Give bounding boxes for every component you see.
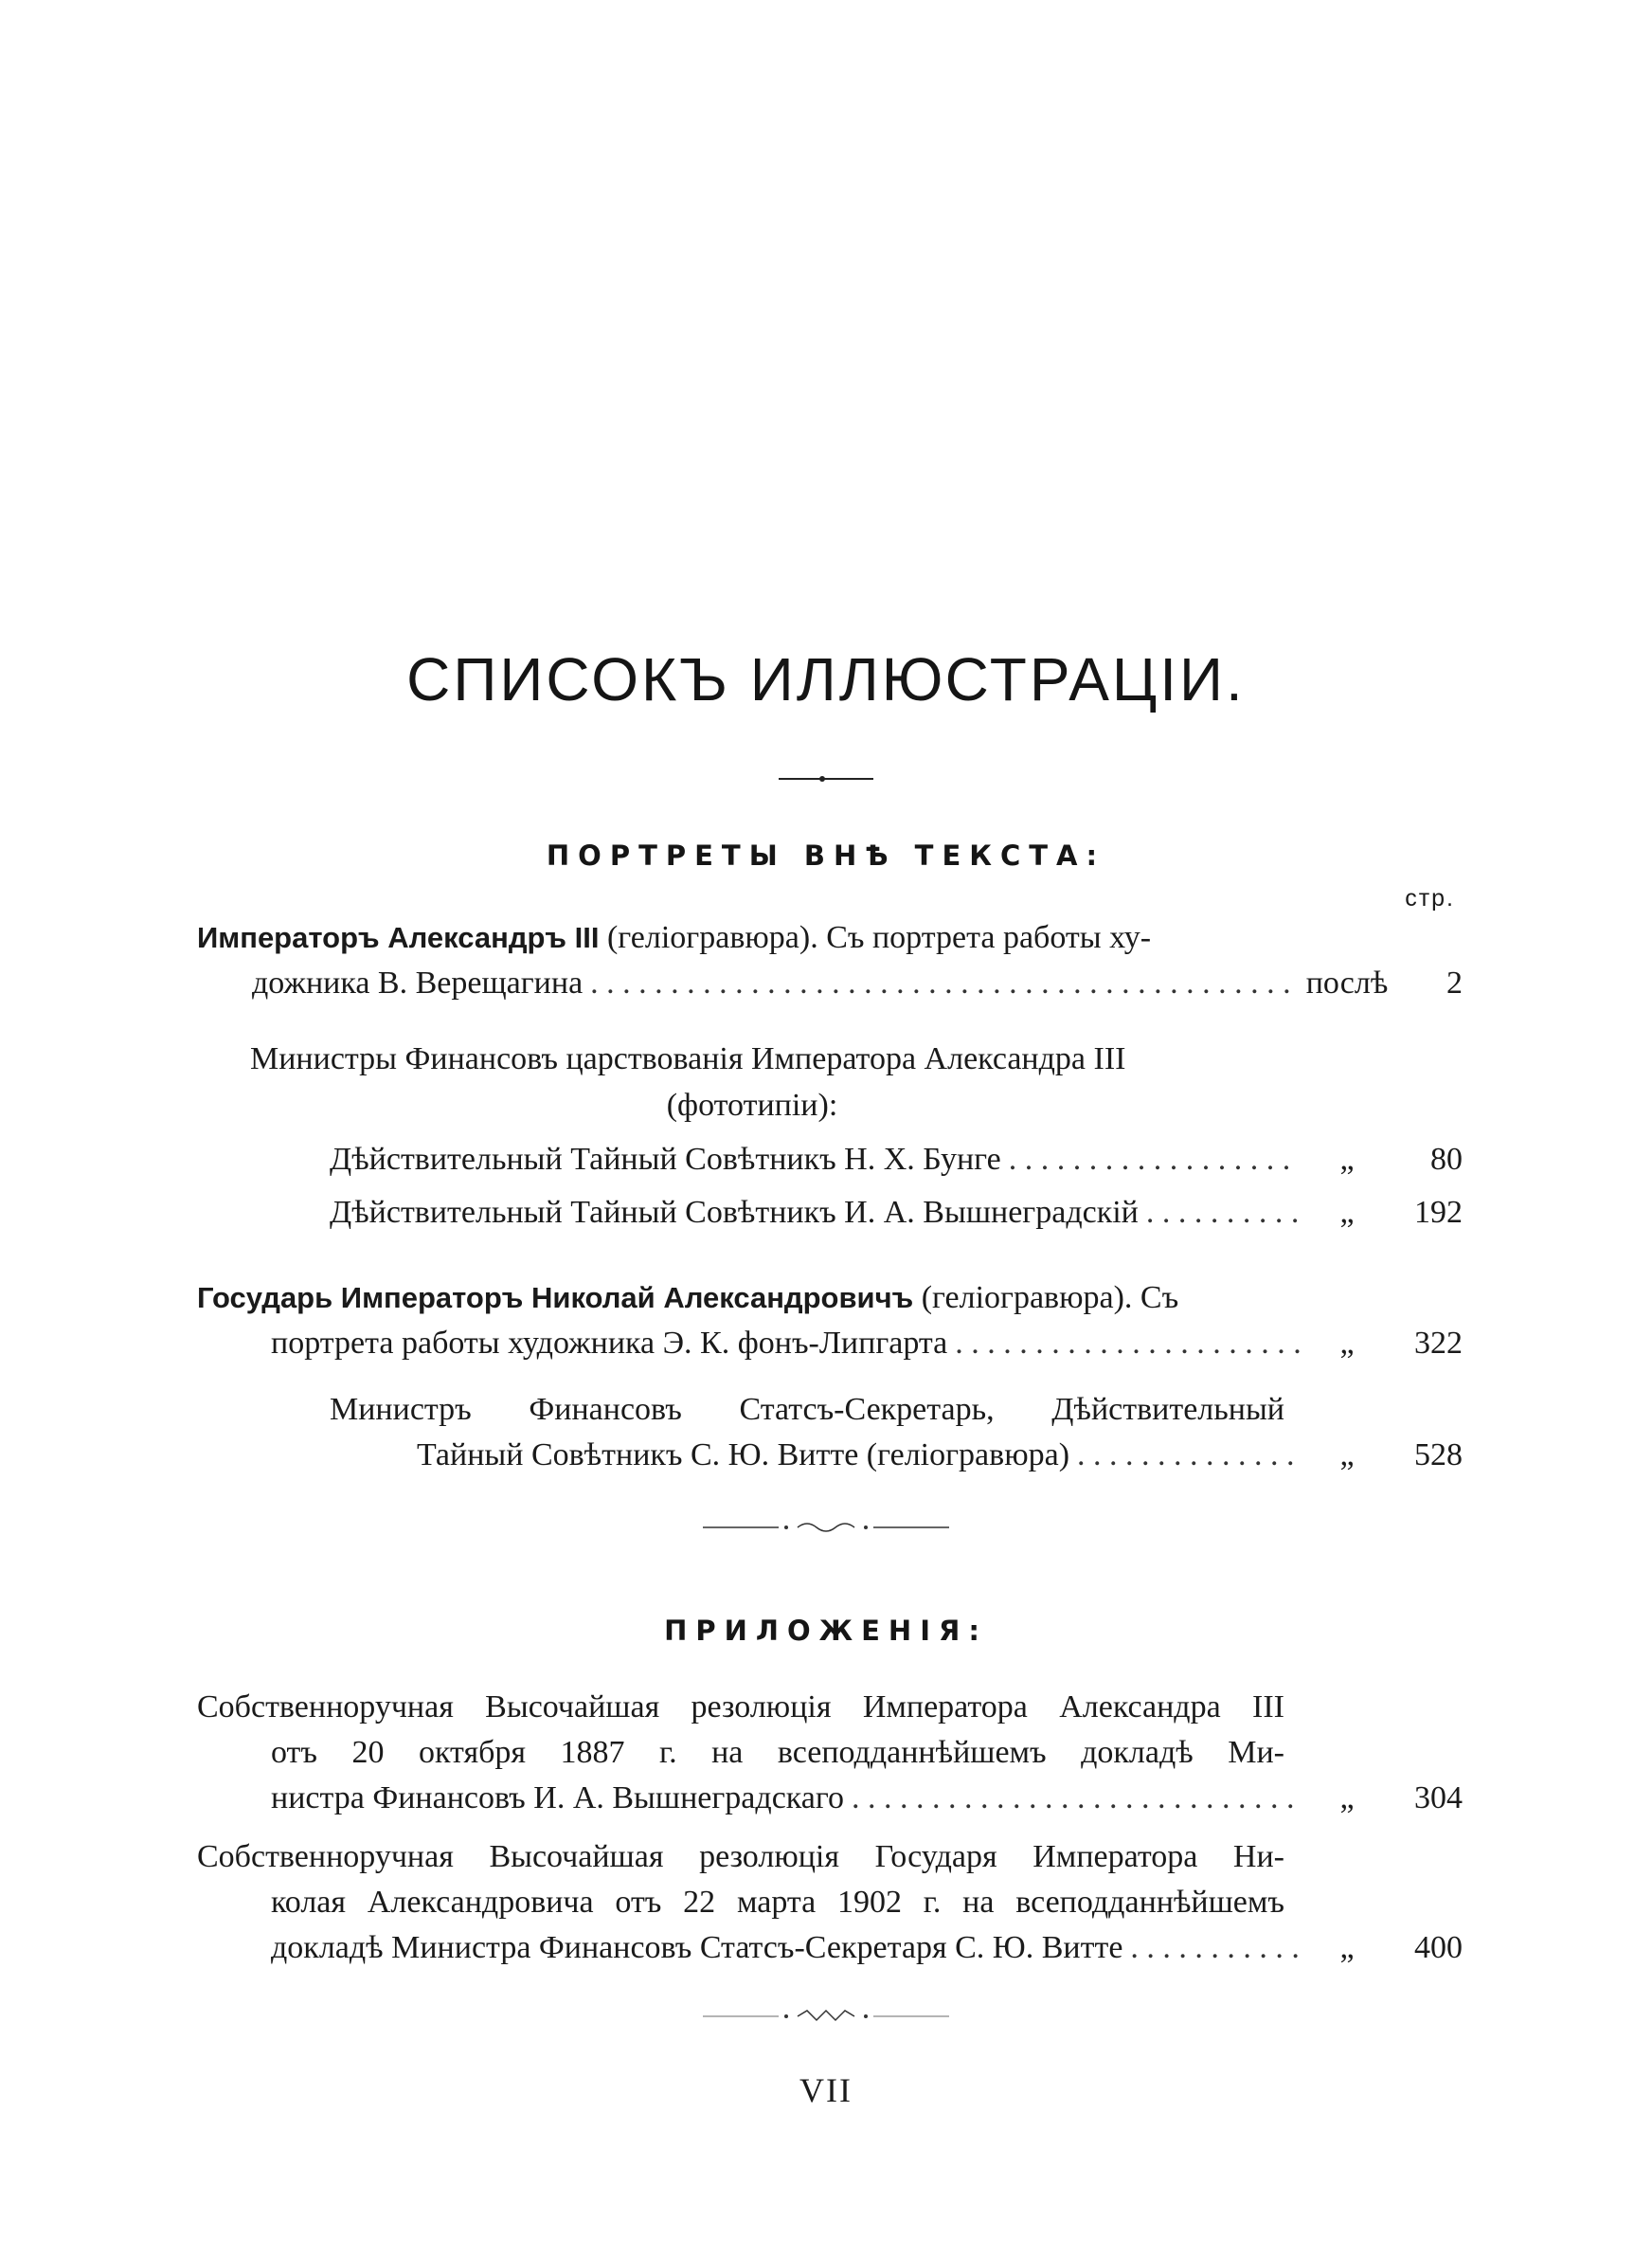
minister-bunge-text: Дѣйствительный Тайный Совѣтникъ Н. Х. Бунге — [330, 1142, 1001, 1177]
page-marker: послѣ — [1305, 966, 1389, 1001]
page-column-header: стр. — [1405, 885, 1455, 912]
appendix1-line2: отъ 20 октября 1887 г. на всеподданнѣйшемъ докладѣ Ми- — [271, 1735, 1284, 1770]
appendix2-line3 — [271, 1925, 1300, 1971]
title-dash-ornament — [779, 769, 873, 788]
page-marker: „ — [1339, 1326, 1355, 1361]
leader-dots — [1139, 1190, 1300, 1236]
appendices-heading: ПРИЛОЖЕНІЯ: — [664, 1615, 988, 1647]
leader-dots — [947, 1321, 1300, 1366]
entry-alexander-name: Императоръ Александръ III — [197, 921, 600, 954]
leader-dots — [1069, 1433, 1300, 1478]
page-number: 400 — [1414, 1930, 1463, 1965]
page-title: СПИСОКЪ ИЛЛЮСТРАЦІИ. — [406, 645, 1246, 713]
ministers-line1: Министры Финансовъ царствованія Императора Александра III — [250, 1041, 1126, 1076]
page-number: 192 — [1414, 1195, 1463, 1230]
entry-witte-line2 — [417, 1433, 1300, 1478]
minister-vyshnegradsky-text: Дѣйствительный Тайный Совѣтникъ И. А. Вышнеградскій — [330, 1195, 1139, 1230]
page-folio: VII — [799, 2071, 853, 2109]
entry-witte-line1: Министръ Финансовъ Статсъ-Секретарь, Дѣйствительный — [330, 1392, 1284, 1427]
entry-alexander-artist: дожника В. Верещагина — [252, 966, 584, 1001]
leader-dots — [844, 1776, 1300, 1821]
page-number: 2 — [1446, 966, 1463, 1001]
page-marker: „ — [1339, 1437, 1355, 1472]
appendix1-line1: Собственноручная Высочайшая резолюція Императора Александра III — [197, 1689, 1284, 1724]
leader-dots — [1001, 1137, 1300, 1183]
page-marker: „ — [1339, 1780, 1355, 1815]
appendix2-line1: Собственноручная Высочайшая резолюція Государя Императора Ни- — [197, 1839, 1284, 1874]
entry-nicholas-name: Государь Императоръ Николай Александровичъ — [197, 1281, 914, 1314]
entry-witte-text: Тайный Совѣтникъ С. Ю. Витте (геліогравюра) — [417, 1437, 1070, 1472]
entry-nicholas-rest: (геліогравюра). Съ — [913, 1280, 1179, 1315]
page-marker: „ — [1339, 1142, 1355, 1177]
page-marker: „ — [1339, 1930, 1355, 1965]
entry-nicholas-artist: портрета работы художника Э. К. фонъ-Липгарта — [271, 1326, 948, 1361]
page-number: 322 — [1414, 1326, 1463, 1361]
section-divider-ornament — [703, 1518, 949, 1537]
entry-alexander-line1 — [197, 915, 1151, 961]
appendix2-text: докладѣ Министра Финансовъ Статсъ-Секретаря С. Ю. Витте — [271, 1930, 1123, 1965]
entry-alexander-line2 — [252, 961, 1300, 1006]
page-number: 80 — [1430, 1142, 1463, 1177]
entry-nicholas-line2 — [271, 1321, 1300, 1366]
minister-vyshnegradsky-row — [330, 1190, 1300, 1236]
appendix1-line3 — [271, 1776, 1300, 1821]
leader-dots — [1122, 1925, 1300, 1971]
page-marker: „ — [1339, 1195, 1355, 1230]
appendix1-text: нистра Финансовъ И. А. Вышнеградскаго — [271, 1780, 844, 1815]
minister-bunge-row — [330, 1137, 1300, 1183]
appendix2-line2: колая Александровича отъ 22 марта 1902 г. на всеподданнѣйшемъ — [271, 1885, 1284, 1920]
entry-alexander-rest: (геліогравюра). Съ портрета работы ху- — [599, 920, 1152, 955]
ministers-line2: (фототипіи): — [666, 1088, 838, 1123]
page-number: 304 — [1414, 1780, 1463, 1815]
leader-dots — [583, 961, 1300, 1006]
end-divider-ornament — [703, 2007, 949, 2026]
portraits-heading: ПОРТРЕТЫ ВНѢ ТЕКСТА: — [546, 840, 1106, 872]
entry-nicholas-line1 — [197, 1275, 1178, 1321]
page-number: 528 — [1414, 1437, 1463, 1472]
